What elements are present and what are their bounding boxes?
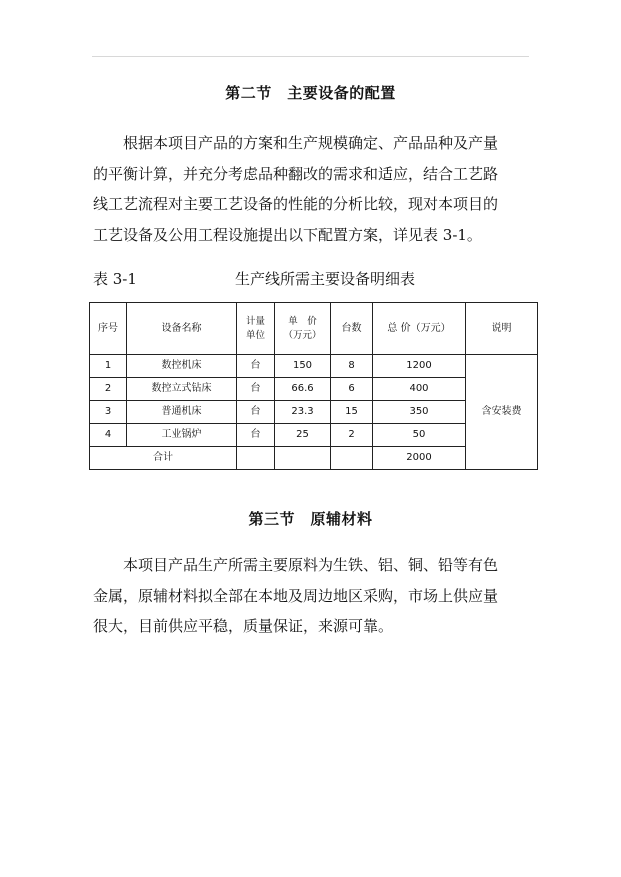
cell-qty: 2: [331, 424, 373, 447]
paragraph-line: 工艺设备及公用工程设施提出以下配置方案，详见表 3-1。: [93, 225, 482, 244]
equipment-table: [89, 302, 538, 470]
cell-price: 66.6: [275, 378, 331, 401]
cell-seq: 2: [90, 378, 127, 401]
header-price-line: （万元）: [283, 329, 322, 341]
table-header-row: [90, 303, 538, 355]
header-rule: [92, 56, 529, 57]
cell-qty: 15: [331, 401, 373, 424]
cell-seq: 4: [90, 424, 127, 447]
header-seq: 序号: [90, 303, 127, 355]
header-price: [275, 303, 331, 355]
cell-total: 350: [373, 401, 466, 424]
paragraph-line: 根据本项目产品的方案和生产规模确定、产品品种及产量: [123, 134, 499, 152]
cell-note: 含安装费: [466, 355, 538, 470]
cell-qty: 6: [331, 378, 373, 401]
cell-total: 400: [373, 378, 466, 401]
cell-total: 50: [373, 424, 466, 447]
paragraph-line: 很大，目前供应平稳，质量保证，来源可靠。: [93, 617, 394, 635]
table-row: [90, 355, 538, 378]
cell-seq: 1: [90, 355, 127, 378]
table-title: 生产线所需主要设备明细表: [235, 270, 416, 288]
total-empty-cell: [275, 447, 331, 470]
section-2-paragraph: [93, 128, 531, 250]
cell-qty: 8: [331, 355, 373, 378]
paragraph-line: 线工艺流程对主要工艺设备的性能的分析比较，现对本项目的: [93, 195, 499, 213]
cell-total: 1200: [373, 355, 466, 378]
section-2-heading: 第二节 主要设备的配置: [225, 84, 396, 102]
cell-price: 150: [275, 355, 331, 378]
cell-price: 23.3: [275, 401, 331, 424]
header-name: 设备名称: [127, 303, 237, 355]
total-label: 合计: [90, 447, 237, 470]
table-number: 表 3-1: [93, 270, 137, 288]
total-empty-cell: [331, 447, 373, 470]
header-total: 总 价（万元）: [373, 303, 466, 355]
paragraph-line: 本项目产品生产所需主要原料为生铁、铝、铜、铅等有色: [123, 556, 499, 574]
total-value: 2000: [373, 447, 466, 470]
header-note: 说明: [466, 303, 538, 355]
cell-name: 数控机床: [127, 355, 237, 378]
cell-unit: 台: [237, 355, 275, 378]
header-unit-line: 计量: [245, 315, 265, 327]
cell-unit: 台: [237, 378, 275, 401]
header-unit-line: 单位: [245, 329, 265, 341]
cell-name: 数控立式钻床: [127, 378, 237, 401]
cell-unit: 台: [237, 401, 275, 424]
paragraph-line: 的平衡计算，并充分考虑品种翻改的需求和适应，结合工艺路: [93, 164, 499, 183]
header-unit: [237, 303, 275, 355]
header-qty: 台数: [331, 303, 373, 355]
table-caption: [93, 268, 533, 288]
cell-unit: 台: [237, 424, 275, 447]
cell-price: 25: [275, 424, 331, 447]
cell-name: 普通机床: [127, 401, 237, 424]
section-3-heading: 第三节 原辅材料: [248, 510, 373, 528]
paragraph-line: 金属，原辅材料拟全部在本地及周边地区采购，市场上供应量: [93, 586, 499, 605]
total-empty-cell: [237, 447, 275, 470]
cell-seq: 3: [90, 401, 127, 424]
header-price-line: 单 价: [288, 315, 317, 327]
section-3-paragraph: [93, 550, 531, 642]
cell-name: 工业锅炉: [127, 424, 237, 447]
